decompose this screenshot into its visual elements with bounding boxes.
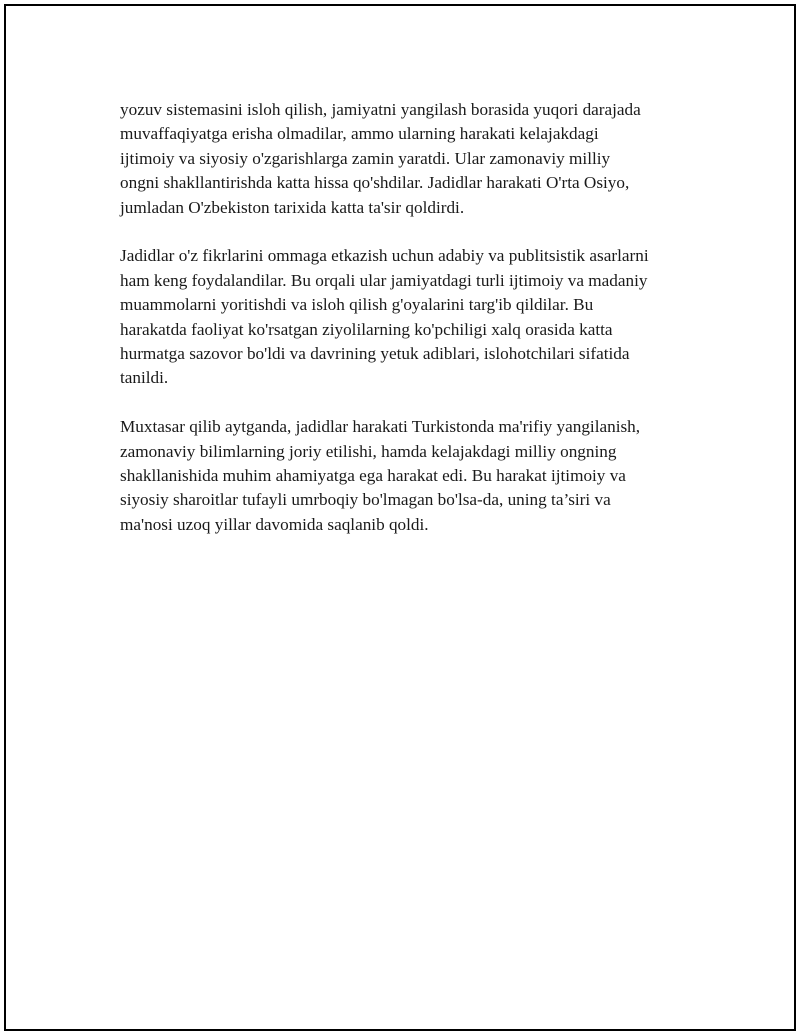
text-line: ham keng foydalandilar. Bu orqali ular jamiyatdagi turli ijtimoiy va madaniy [120,270,648,290]
text-line: jumladan O'zbekiston tarixida katta ta'sir qoldirdi. [120,197,465,217]
text-line: muvaffaqiyatga erisha olmadilar, ammo ularning harakati kelajakdagi [120,124,599,144]
text-line: ma'nosi uzoq yillar davomida saqlanib qoldi. [120,514,429,534]
paragraph-1 [120,98,710,220]
text-line: yozuv sistemasini isloh qilish, jamiyatni yangilash borasida yuqori darajada [120,100,641,119]
text-line: Muxtasar qilib aytganda, jadidlar harakati Turkistonda ma'rifiy yangilanish, [120,417,641,437]
text-line: hurmatga sazovor bo'ldi va davrining yetuk adiblari, islohotchilari sifatida [120,344,630,364]
text-line: tanildi. [120,368,169,388]
page-content [120,98,710,562]
paragraph-2 [120,244,710,390]
text-line: harakatda faoliyat ko'rsatgan ziyolilarning ko'pchiligi xalq orasida katta [120,319,613,339]
text-line: shakllanishida muhim ahamiyatga ega harakat edi. Bu harakat ijtimoiy va [120,466,626,486]
page-frame [4,4,796,1031]
text-line: Jadidlar o'z fikrlarini ommaga etkazish uchun adabiy va publitsistik asarlarni [120,246,649,266]
text-line: ijtimoiy va siyosiy o'zgarishlarga zamin yaratdi. Ular zamonaviy milliy [120,148,611,168]
text-line: muammolarni yoritishdi va isloh qilish g'oyalarini targ'ib qildilar. Bu [120,295,594,315]
text-line: zamonaviy bilimlarning joriy etilishi, hamda kelajakdagi milliy ongning [120,441,617,461]
text-line: siyosiy sharoitlar tufayli umrboqiy bo'lmagan bo'lsa-da, uning ta’siri va [120,490,611,510]
text-line: ongni shakllantirishda katta hissa qo'shdilar. Jadidlar harakati O'rta Osiyo, [120,173,630,193]
paragraph-3 [120,415,710,537]
